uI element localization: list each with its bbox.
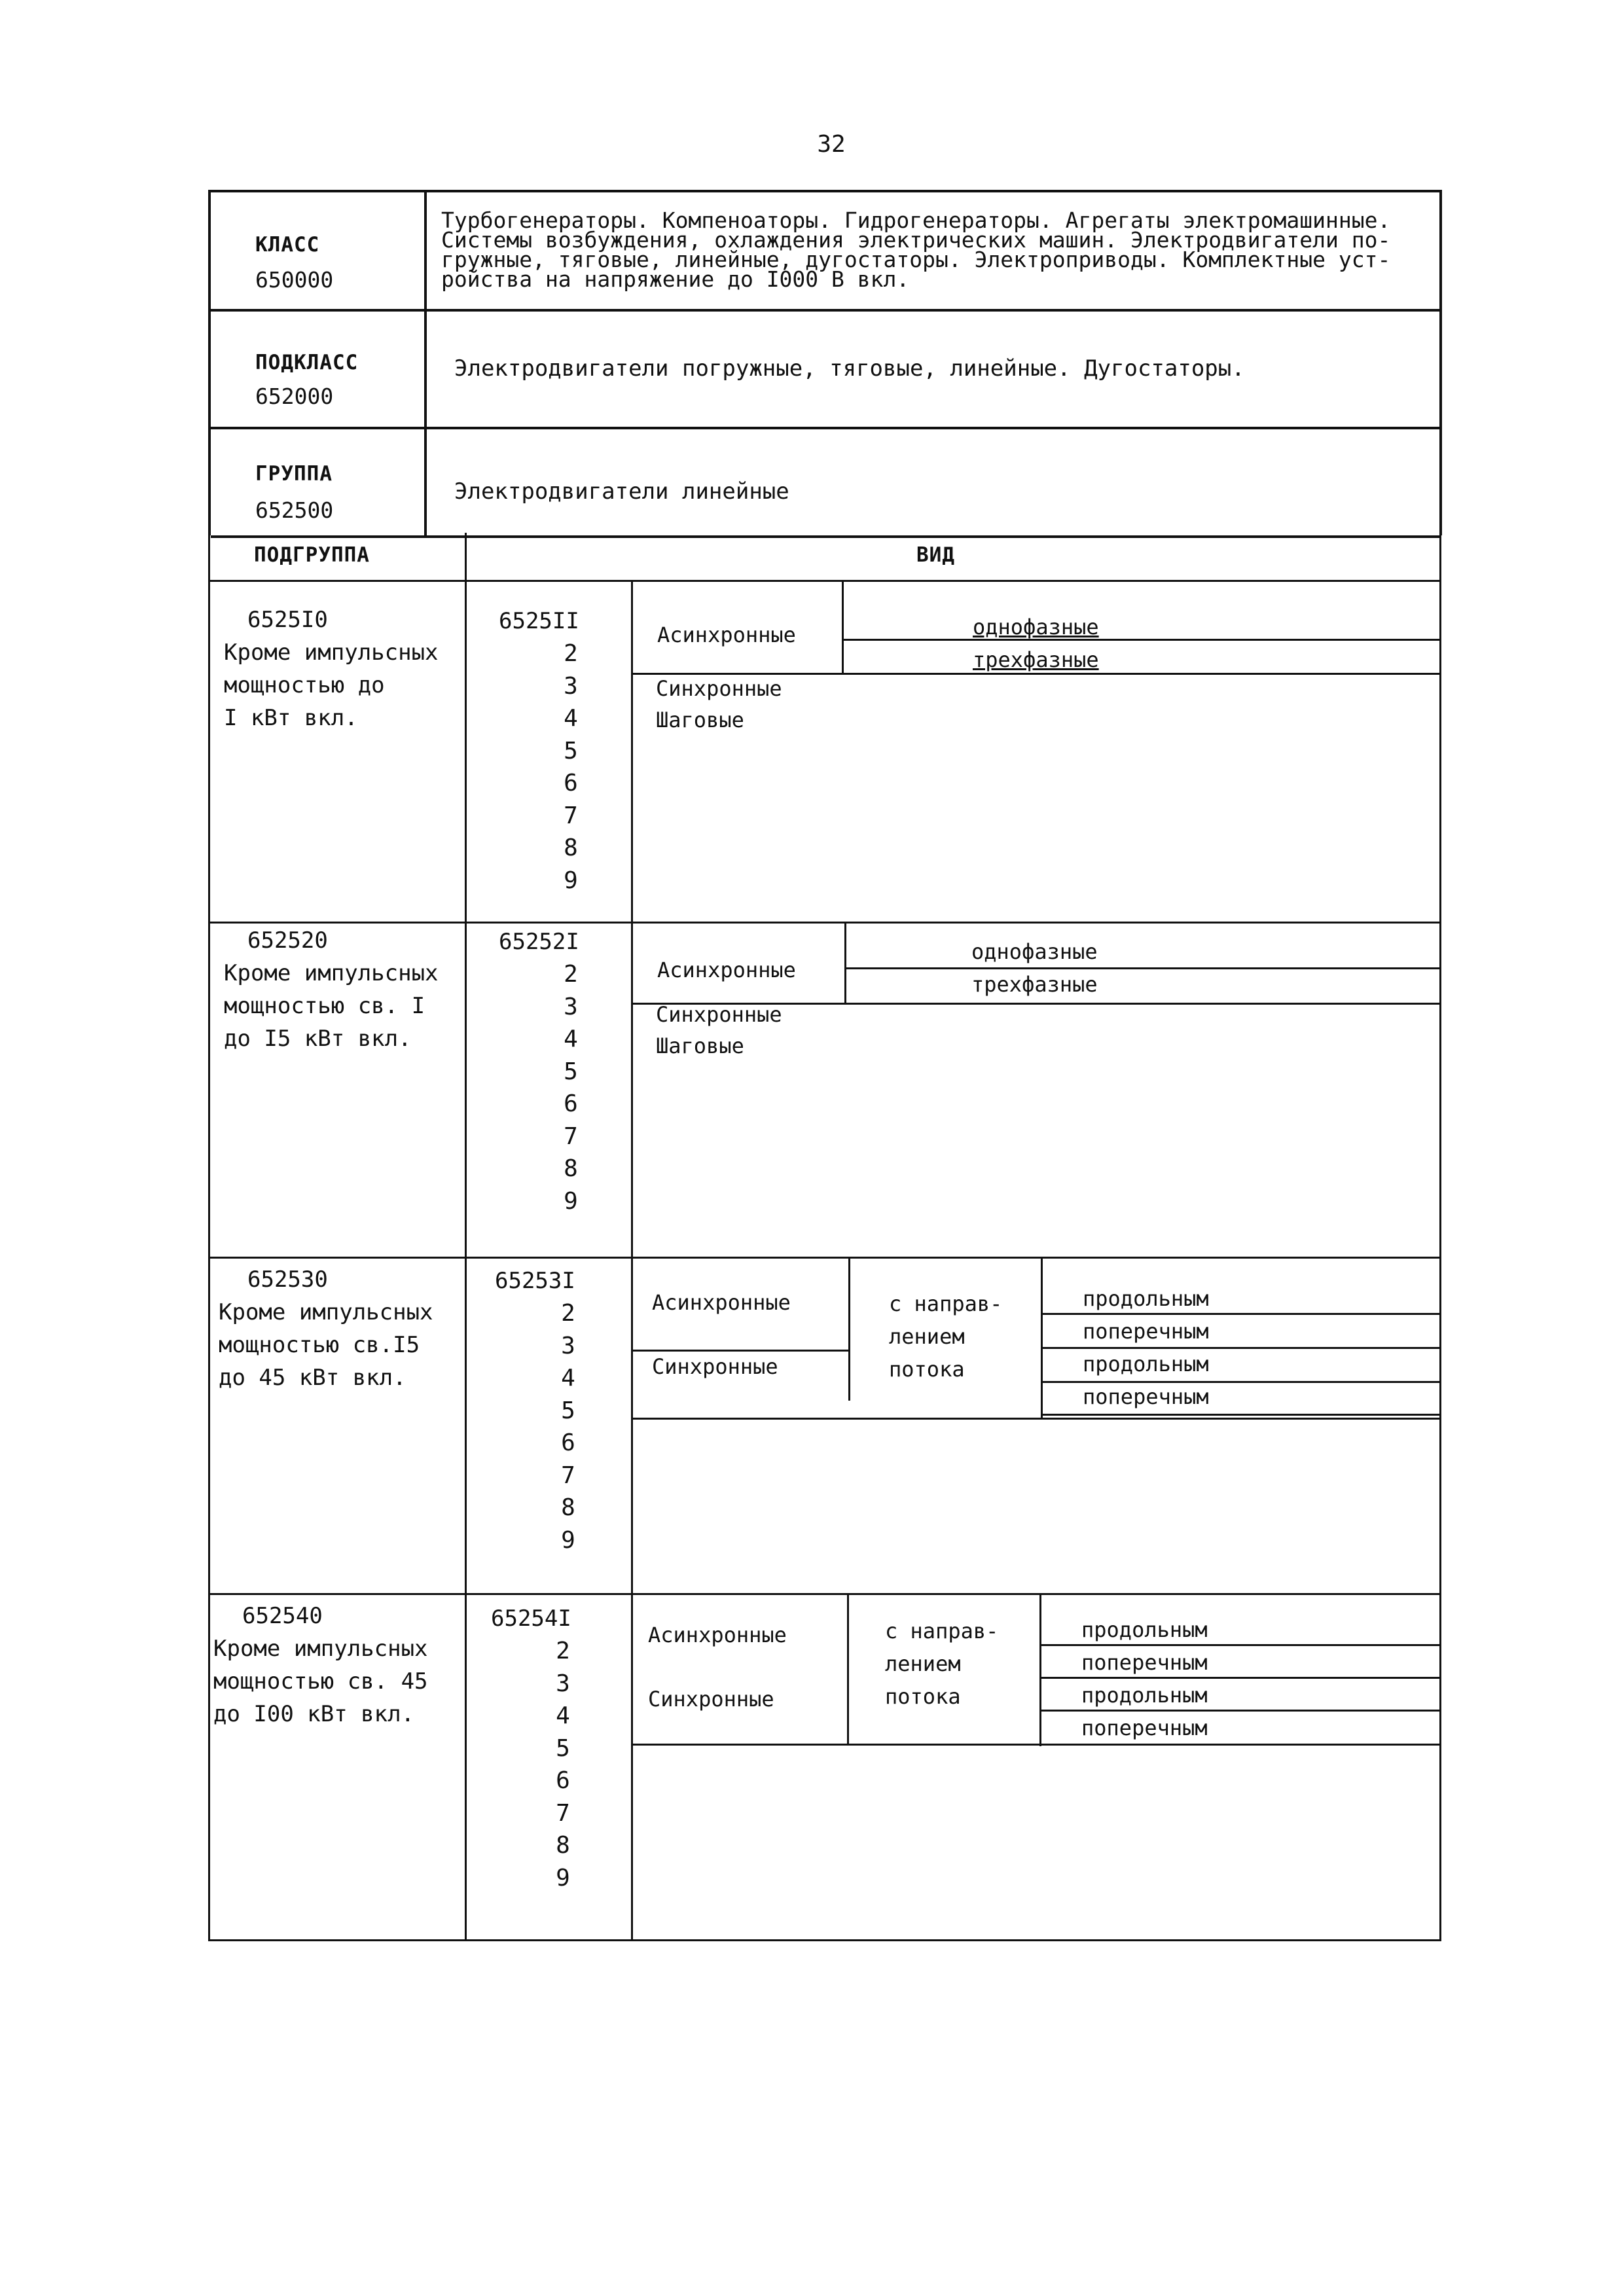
subgroup-desc-line: до 45 кВт вкл.: [219, 1365, 406, 1391]
dir-divider: [1043, 1414, 1441, 1416]
vid-header: ВИД: [916, 543, 955, 567]
kind-code-digits: [522, 1297, 614, 1556]
direction-label: поперечным: [1083, 1319, 1209, 1344]
kind-digit: 4: [556, 1702, 570, 1729]
kind-digit: 8: [564, 834, 578, 861]
kind-code-first: 65253I: [495, 1268, 575, 1294]
klass-line: Турбогенераторы. Компеноаторы. Гидрогенераторы. Агрегаты электромашинные.: [441, 207, 1391, 233]
subgroup-code: 652540: [242, 1603, 323, 1629]
table-right-border: [1439, 533, 1441, 1941]
type-phase3: трехфазные: [971, 972, 1098, 997]
type-divider: [842, 580, 844, 674]
kind-code-digits: [517, 1635, 609, 1894]
kind-digit: 7: [564, 1122, 578, 1150]
subgroup-desc-line: Кроме импульсных: [219, 1299, 433, 1325]
flux-divider: [1039, 1593, 1041, 1746]
kind-code-digits: [525, 637, 617, 897]
subgroup-desc-line: Кроме импульсных: [224, 960, 439, 986]
kind-digit: 7: [561, 1462, 575, 1489]
klass-line: ройства на напряжение до I000 В вкл.: [441, 266, 910, 292]
direction-label: продольным: [1081, 1683, 1208, 1708]
direction-label: поперечным: [1081, 1715, 1208, 1740]
subgroup-code: 652520: [247, 927, 328, 954]
type-sync: Синхронные: [656, 676, 782, 701]
kind-digit: 8: [564, 1155, 578, 1182]
type-divider: [844, 922, 846, 1004]
kind-digit: 4: [564, 1026, 578, 1052]
kind-digit: 5: [556, 1734, 570, 1762]
direction-label: продольным: [1083, 1286, 1209, 1311]
kind-digit: 7: [556, 1799, 570, 1827]
subgroup-desc-line: до I00 кВт вкл.: [213, 1701, 415, 1727]
podklass-label: ПОДКЛАСС: [255, 351, 359, 374]
subgroup-desc-line: мощностью св.I5: [219, 1332, 420, 1358]
kind-digit: 5: [561, 1397, 575, 1424]
kind-digit: 2: [561, 1300, 575, 1327]
type-block-bottom: [633, 1744, 1441, 1746]
kind-digit: 7: [564, 802, 578, 829]
kind-code-first: 65252I: [499, 929, 579, 955]
kind-digit: 8: [561, 1494, 575, 1521]
kind-digit: 4: [561, 1365, 575, 1391]
podgruppa-header: ПОДГРУППА: [254, 543, 370, 567]
kind-digit: 9: [561, 1526, 575, 1554]
table-left-border: [208, 533, 210, 1941]
type-sync: Синхронные: [652, 1354, 778, 1379]
klass-cell: [211, 192, 427, 309]
subgroup-code: 652530: [247, 1266, 328, 1293]
type-block-bottom: [633, 1418, 1441, 1420]
kind-digit: 3: [564, 672, 578, 700]
kind-digit: 9: [564, 1187, 578, 1215]
column-header-bottom: [208, 580, 1441, 582]
kind-digit: 3: [564, 993, 578, 1020]
classification-header: [208, 190, 1442, 535]
kind-digit: 6: [556, 1767, 570, 1794]
type-sync: Синхронные: [648, 1687, 774, 1712]
podklass-code: 652000: [255, 384, 334, 409]
direction-label: поперечным: [1081, 1650, 1208, 1675]
flux-divider: [1041, 1257, 1043, 1418]
klass-code: 650000: [255, 267, 334, 293]
type-sync: Синхронные: [656, 1002, 782, 1027]
type-divider: [847, 1593, 849, 1745]
type-divider: [848, 1257, 850, 1401]
flux-line: лением: [889, 1324, 965, 1349]
kind-digit: 6: [564, 1090, 578, 1117]
type-phase1: однофазные: [971, 939, 1098, 964]
podklass-row: [211, 312, 1439, 429]
subgroup-desc-line: I кВт вкл.: [224, 705, 358, 731]
flux-line: потока: [885, 1684, 961, 1709]
gruppa-code: 652500: [255, 497, 334, 523]
subgroup-desc-line: мощностью св. I: [224, 993, 425, 1019]
type-async: Асинхронные: [648, 1623, 787, 1647]
type-step: Шаговые: [656, 1033, 744, 1058]
type-phase1: однофазные: [973, 615, 1099, 639]
kind-code-first: 65254I: [491, 1605, 571, 1632]
kind-digit: 2: [564, 961, 578, 988]
podklass-description: Электродвигатели погружные, тяговые, линейные. Дугостаторы.: [454, 355, 1245, 382]
section-divider: [208, 1257, 1441, 1259]
subgroup-desc-line: мощностью св. 45: [213, 1668, 428, 1695]
kind-digit: 6: [564, 770, 578, 797]
type-step: Шаговые: [656, 708, 744, 732]
type-async: Асинхронные: [652, 1290, 791, 1315]
gruppa-description: Электродвигатели линейные: [454, 478, 789, 505]
flux-line: с направ-: [885, 1619, 999, 1643]
kind-digit: 3: [556, 1670, 570, 1697]
gruppa-cell: [211, 429, 427, 535]
gruppa-row: [211, 429, 1439, 538]
direction-label: продольным: [1083, 1352, 1209, 1376]
gruppa-label: ГРУППА: [255, 462, 333, 486]
type-async: Асинхронные: [657, 622, 796, 647]
kind-digit: 3: [561, 1332, 575, 1359]
direction-label: поперечным: [1083, 1384, 1209, 1409]
phase-divider: [844, 639, 1441, 641]
kind-digit: 9: [556, 1864, 570, 1892]
page-number: 32: [817, 131, 846, 158]
kind-digit: 2: [564, 640, 578, 667]
kind-code-first: 6525II: [499, 608, 579, 634]
kind-digit: 5: [564, 1058, 578, 1085]
type-async: Асинхронные: [657, 958, 796, 982]
section-divider: [208, 1593, 1441, 1595]
type-phase3: трехфазные: [973, 647, 1099, 672]
section-divider: [208, 922, 1441, 924]
subgroup-desc-line: мощностью до: [224, 672, 385, 698]
kind-digit: 6: [561, 1429, 575, 1456]
flux-line: потока: [889, 1357, 965, 1382]
subgroup-desc-line: до I5 кВт вкл.: [224, 1026, 412, 1052]
subgroup-desc-line: Кроме импульсных: [224, 639, 439, 666]
klass-description: [441, 207, 1391, 292]
flux-line: лением: [885, 1651, 961, 1676]
kind-digit: 9: [564, 867, 578, 894]
kind-code-digits: [525, 958, 617, 1217]
kind-digit: 2: [556, 1638, 570, 1664]
flux-line: с направ-: [889, 1291, 1003, 1316]
kind-digit: 8: [556, 1832, 570, 1859]
code-column-left-border: [465, 533, 467, 1941]
vid-column-left-border: [631, 580, 633, 1941]
klass-line: Системы возбуждения, охлаждения электрических машин. Электродвигатели по-: [441, 227, 1391, 253]
table-bottom-border: [208, 1939, 1441, 1941]
kind-digit: 4: [564, 705, 578, 732]
direction-label: продольным: [1081, 1617, 1208, 1642]
klass-row: [211, 192, 1439, 312]
kind-digit: 5: [564, 737, 578, 764]
klass-line: гружные, тяговые, линейные, дугостаторы. Электроприводы. Комплектные уст-: [441, 247, 1391, 272]
subgroup-code: 6525I0: [247, 607, 328, 633]
subgroup-desc-line: Кроме импульсных: [213, 1636, 428, 1662]
phase-divider: [846, 967, 1441, 969]
klass-label: КЛАСС: [255, 233, 320, 257]
podklass-cell: [211, 312, 427, 427]
